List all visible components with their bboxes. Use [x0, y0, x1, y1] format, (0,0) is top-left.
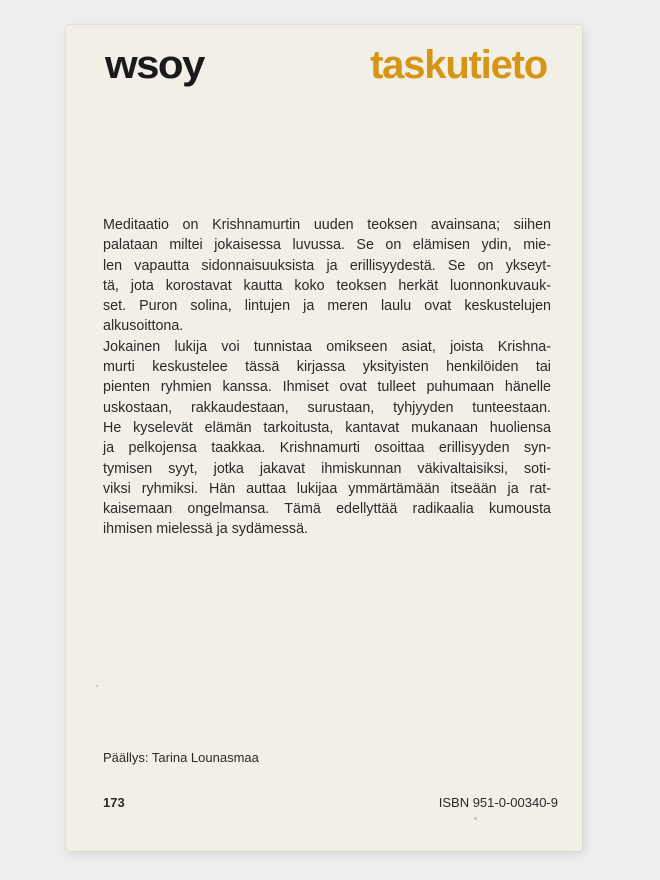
blurb-line: kaisemaan ongelmansa. Tämä edellyttää radikaalia kumousta	[103, 501, 551, 518]
publisher-logo: wsoy	[105, 43, 204, 87]
blurb-line: palataan miltei jokaisessa luvussa. Se on elämisen ydin, mie-	[103, 237, 551, 254]
isbn: ISBN 951-0-00340-9	[438, 795, 558, 810]
blurb-paragraph-1	[103, 215, 551, 337]
blurb-line: pienten ryhmien kanssa. Ihmiset ovat tulleet puhumaan hänelle	[103, 379, 551, 396]
blurb-line: uskostaan, rakkaudestaan, surustaan, tyhjyyden tunteestaan.	[103, 399, 551, 416]
cover-credit: Päällys: Tarina Lounasmaa	[103, 750, 259, 765]
blurb-line: set. Puron solina, lintujen ja meren laulu ovat keskustelujen	[103, 298, 551, 315]
blurb-line: tymisen syyt, jotka jakavat ihmiskunnan väkivaltaisiksi, soti-	[103, 460, 551, 477]
blurb-paragraph-2	[103, 337, 551, 540]
blurb-line: ihmisen mielessä ja sydämessä.	[103, 521, 309, 538]
paper-spot	[474, 817, 477, 820]
blurb-line: viksi ryhmiksi. Hän auttaa lukijaa ymmärtämään itseään ja rat-	[103, 480, 551, 497]
page-number: 173	[103, 795, 125, 810]
blurb-line: murti keskustelee tässä kirjassa yksityisten henkilöiden tai	[103, 359, 551, 376]
blurb-line: ja pelkojensa taakkaa. Krishnamurti osoittaa erillisyyden syn-	[103, 440, 551, 457]
book-back-cover	[66, 25, 582, 851]
blurb-line: Meditaatio on Krishnamurtin uuden teoksen avainsana; siihen	[103, 217, 551, 233]
blurb-line: Jokainen lukija voi tunnistaa omikseen asiat, joista Krishna-	[103, 338, 551, 355]
blurb-line: len vapautta sidonnaisuuksista ja erillisyydestä. Se on ykseyt-	[103, 257, 551, 274]
series-title: taskutieto	[370, 43, 547, 87]
blurb-line: He kyselevät elämän tarkoitusta, kantavat mukanaan huoliensa	[103, 419, 551, 436]
blurb-line: alkusoittona.	[103, 318, 184, 335]
paper-spot	[96, 685, 98, 687]
blurb-line: tä, jota korostavat kautta koko teoksen herkät luonnonkuvauk-	[103, 277, 551, 294]
blurb-text	[103, 215, 551, 540]
